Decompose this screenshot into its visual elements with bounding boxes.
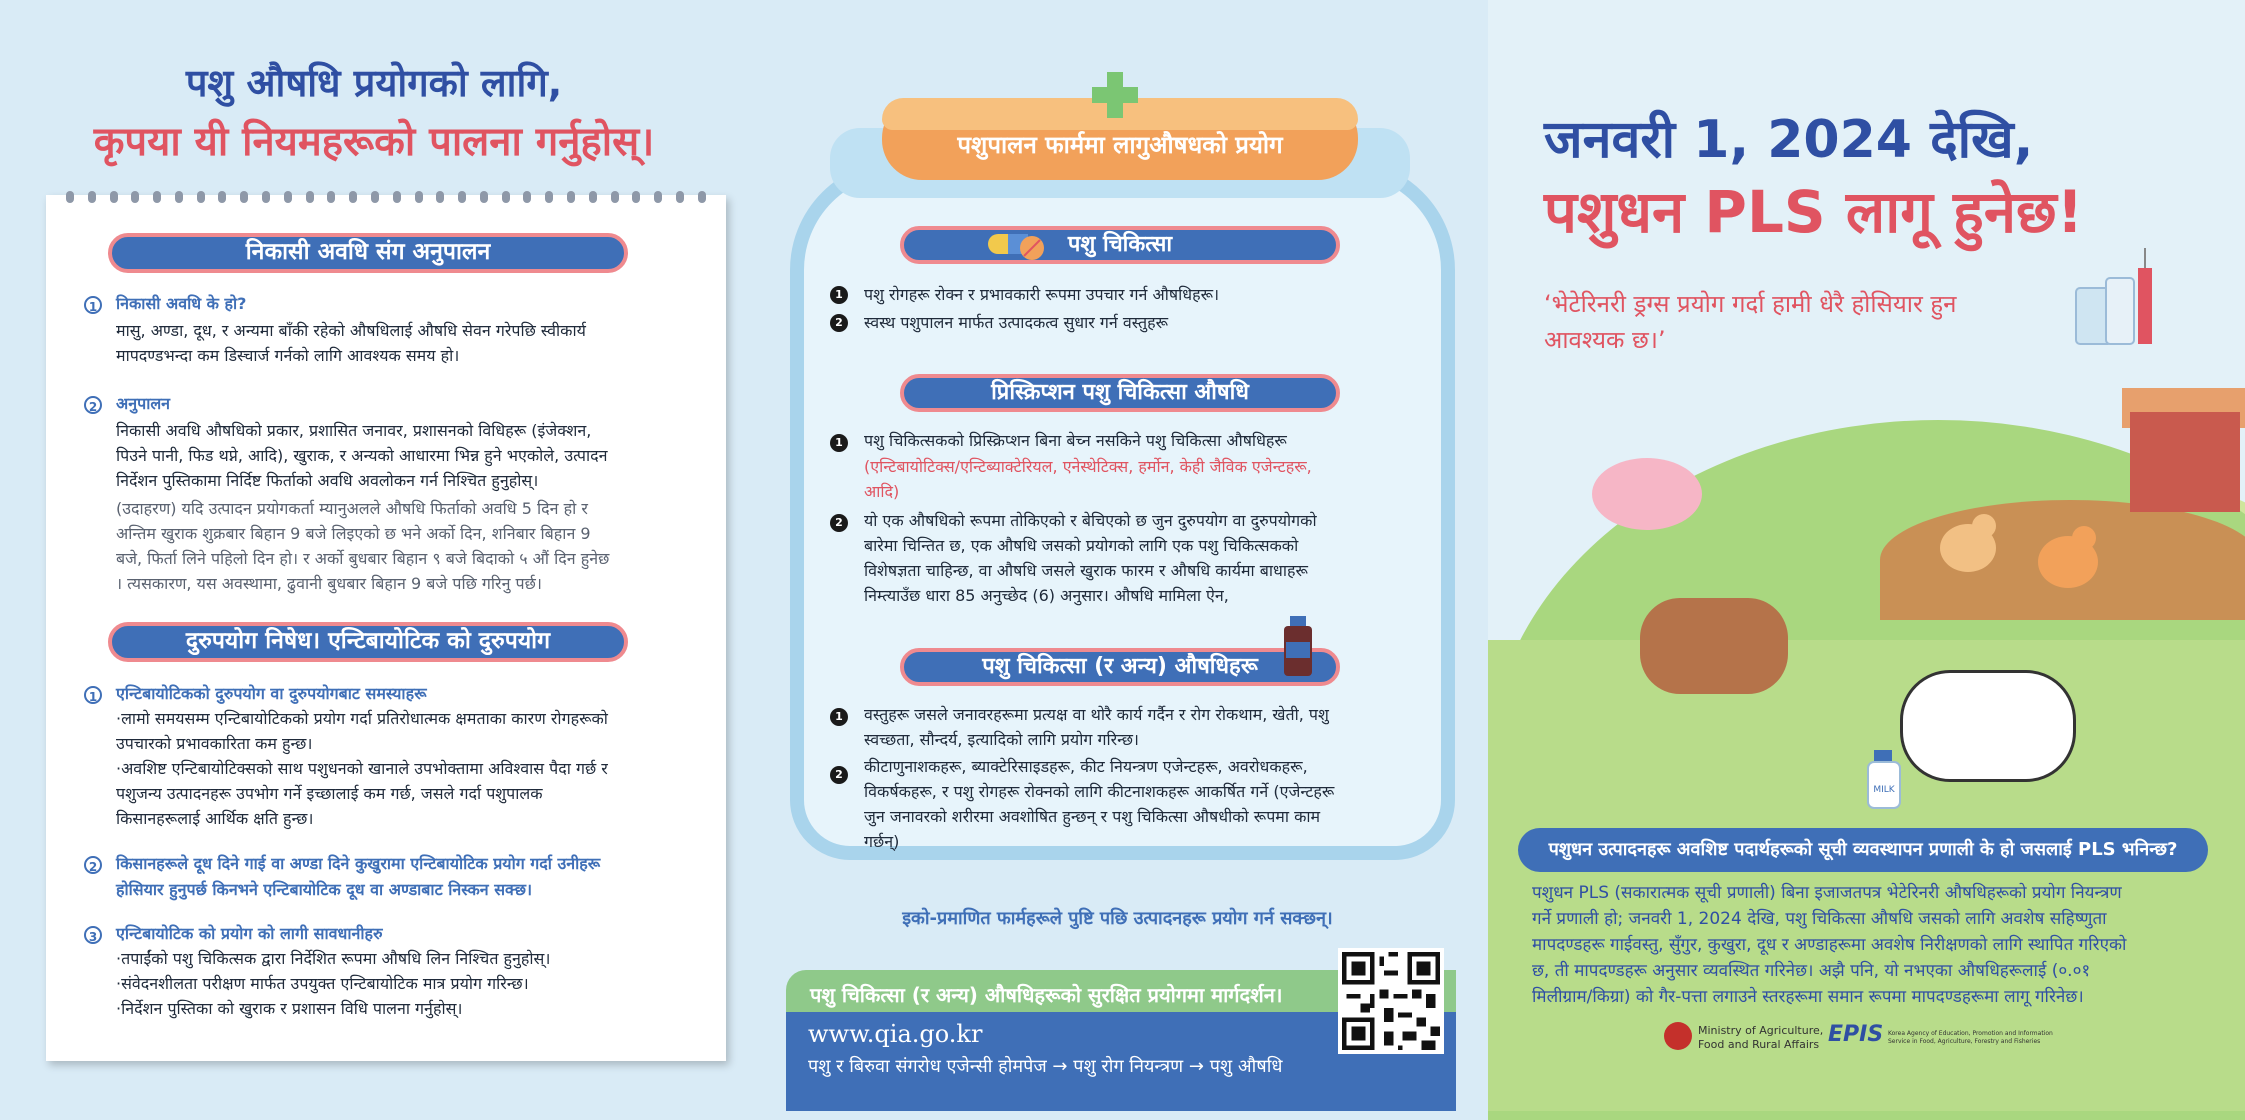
- brown-cow-illustration: [1640, 598, 1788, 694]
- bullet-number: 1: [830, 434, 848, 452]
- pls-main-heading: पशुधन PLS लागू हुनेछ!: [1544, 178, 2084, 246]
- subheading-antibiotic-problems: एन्टिबायोटिकको दुरुपयोग वा दुरुपयोगबाट समस्याहरू: [116, 684, 427, 703]
- svg-text:MILK: MILK: [1873, 785, 1895, 795]
- section-title-withdrawal: निकासी अवधि संग अनुपालन: [108, 233, 628, 273]
- green-cross-icon: [1092, 87, 1138, 103]
- number-badge: 2: [84, 396, 102, 414]
- medicine-bottle-icon: [1280, 614, 1316, 678]
- prescription-item-1-examples: (एन्टिबायोटिक्स/एन्टिब्याक्टेरियल, एनेस्थेटिक्स, हर्मोन, केही जैविक एजेन्टहरू, आदि): [864, 457, 1312, 501]
- medicine-bottles-icon: [2070, 248, 2160, 348]
- notepad-holes: [66, 191, 706, 205]
- guide-title: पशु चिकित्सा (र अन्य) औषधिहरूको सुरक्षित प्रयोगमा मार्गदर्शन।: [786, 970, 1456, 1020]
- vet-item-1: पशु रोगहरू रोक्न र प्रभावकारी रूपमा उपचार गर्न औषधिहरू।: [864, 285, 1220, 304]
- caution-quote: ‘भेटेरिनरी ड्रग्स प्रयोग गर्दा हामी धेरै होसियार हुन आवश्यक छ।’: [1544, 290, 1957, 354]
- section-title-veterinary: पशु चिकित्सा: [900, 226, 1340, 264]
- pls-question-bar: पशुधन उत्पादनहरू अवशिष्ट पदार्थहरूको सूची व्यवस्थापन प्रणाली के हो जसलाई PLS भनिन्छ?: [1518, 828, 2208, 872]
- chicken-illustration: [1928, 478, 2108, 598]
- vet-item-2: स्वस्थ पशुपालन मार्फत उत्पादकत्व सुधार गर्न वस्तुहरू: [864, 313, 1169, 332]
- bullet-number: 2: [830, 514, 848, 532]
- barn: [2130, 412, 2240, 512]
- subheading-compliance: अनुपालन: [116, 394, 171, 413]
- other-drugs-item-2: कीटाणुनाशकहरू, ब्याक्टेरिसाइडहरू, कीट नियन्त्रण एजेन्टहरू, अवरोधकहरू, विकर्षकहरू, र पशु रोगहरू रोक्नको लागि कीटनाशकहरू आकर्षित गर्ने (एजेन्टहरू जुन जनावरको शरीरमा अवशोषित हुन्छन् र पशु चिकित्सा औषधीको रूपमा काम गर्छन्): [864, 757, 1335, 851]
- pill-icon: [986, 228, 1048, 262]
- pls-explanation: पशुधन PLS (सकारात्मक सूची प्रणाली) बिना इजाजतपत्र भेटेरिनरी औषधिहरूको प्रयोग नियन्त्रण गर्ने प्रणाली हो; जनवरी 1, 2024 देखि, पशु चिकित्सा औषधि जसको लागि अवशेष सहिष्णुता मापदण्डहरू गाईवस्तु, सुँगुर, कुखुरा, दूध र अण्डाहरूमा अवशेष निरीक्षणको लागि स्थापित गरिएको छ, ती मापदण्डहरू अनुसार व्यवस्थित गरिनेछ। अझै पनि, यो नभएका औषधिहरूलाई (०.०१ मिलीग्राम/किग्रा) को गैर-पत्ता लगाउने स्तरहरूमा समान रूपमा मापदण्डहरूमा लागू गरिनेछ।: [1532, 883, 2127, 1007]
- eco-certified-note: इको-प्रमाणित फार्महरूले पुष्टि पछि उत्पादनहरू प्रयोग गर्न सक्छन्।: [902, 908, 1333, 929]
- jar-lid-label: पशुपालन फार्ममा लागुऔषधको प्रयोग: [957, 131, 1283, 159]
- left-heading-2: कृपया यी नियमहरूको पालना गर्नुहोस्।: [93, 119, 655, 165]
- subheading-what-is-withdrawal: निकासी अवधि के हो?: [116, 294, 247, 313]
- qr-code-icon[interactable]: [1338, 948, 1444, 1054]
- number-badge: 1: [84, 686, 102, 704]
- dairy-cow-illustration: [1900, 670, 2076, 782]
- section-title-misuse: दुरुपयोग निषेध। एन्टिबायोटिक को दुरुपयोग: [108, 622, 628, 662]
- prescription-item-2: यो एक औषधिको रूपमा तोकिएको र बेचिएको छ जुन दुरुपयोग वा दुरुपयोगको बारेमा चिन्तित छ, एक औषधि जसको प्रयोगको लागि एक पशु चिकित्सकको विशेषज्ञता चाहिन्छ, वा औषधि जसले खुराक फारम र औषधि कार्यमा बाधाहरू निम्त्याउँछ धारा 85 अनुच्छेद (6) अनुसार। औषधि मामिला ऐन,: [864, 511, 1317, 605]
- milk-bottle-icon: [1864, 748, 1908, 812]
- subheading-farmer-caution: किसानहरूले दूध दिने गाई वा अण्डा दिने कुखुरामा एन्टिबायोटिक प्रयोग गर्दा उनीहरू होसियार हुनुपर्छ किनभने एन्टिबायोटिक दूध वा अण्डाबाट निस्कन सक्छ।: [116, 854, 601, 899]
- paragraph-withdrawal-def: मासु, अण्डा, दूध, र अन्यमा बाँकी रहेको औषधिलाई औषधि सेवन गरेपछि स्वीकार्य मापदण्डभन्दा कम डिस्चार्ज गर्नको लागि आवश्यक समय हो।: [116, 321, 586, 365]
- bullet-number: 1: [830, 286, 848, 304]
- section-title-prescription: प्रिस्क्रिप्शन पशु चिकित्सा औषधि: [900, 374, 1340, 412]
- subheading-precautions: एन्टिबायोटिक को प्रयोग को लागी सावधानीहरु: [116, 924, 383, 943]
- other-drugs-item-1: वस्तुहरू जसले जनावरहरूमा प्रत्यक्ष वा थोरै कार्य गर्दैन र रोग रोकथाम, खेती, पशु स्वच्छता, सौन्दर्य, इत्यादिको लागि प्रयोग गरिन्छ।: [864, 705, 1329, 749]
- pig-illustration: [1592, 458, 1702, 530]
- paragraph-compliance: निकासी अवधि औषधिको प्रकार, प्रशासित जनावर, प्रशासनको विधिहरू (इंजेक्शन, पिउने पानी, फिड थप्ने, आदि), खुराक, र अन्यको आधारमा भिन्न हुने भएकोले, उत्पादन निर्देशन पुस्तिकामा निर्दिष्ट फिर्ताको अवधि अवलोकन गर्न निश्चित हुनुहोस्।: [116, 421, 608, 490]
- prescription-item-1: पशु चिकित्सकको प्रिस्क्रिप्शन बिना बेच्न नसकिने पशु चिकित्सा औषधिहरू: [864, 431, 1287, 450]
- paragraph-precautions: ·तपाईंको पशु चिकित्सक द्वारा निर्देशित रूपमा औषधि लिन निश्चित हुनुहोस्। ·संवेदनशीलता परीक्षण मार्फत उपयुक्त एन्टिबायोटिक मात्र प्रयोग गरिन्छ। ·निर्देशन पुस्तिका को खुराक र प्रशासन विधि पालना गर्नुहोस्।: [116, 949, 551, 1018]
- left-panel: [0, 0, 748, 1111]
- number-badge: 3: [84, 926, 102, 944]
- website-link[interactable]: www.qia.go.kr: [808, 1020, 983, 1048]
- ministry-logo-icon: [1664, 1022, 1692, 1050]
- left-heading-1: पशु औषधि प्रयोगको लागि,: [185, 61, 563, 105]
- navigation-path: पशु र बिरुवा संगरोध एजेन्सी होमपेज → पशु रोग नियन्त्रण → पशु औषधि: [808, 1056, 1283, 1077]
- paragraph-example: (उदाहरण) यदि उत्पादन प्रयोगकर्ता म्यानुअलले औषधि फिर्ताको अवधि 5 दिन हो र अन्तिम खुराक शुक्रबार बिहान 9 बजे लिइएको छ भने अर्को दिन, शनिबार बिहान 9 बजे, फिर्ता लिने पहिलो दिन हो। र अर्को बुधबार बिहान ९ बजे बिदाको ५ औं दिन हुनेछ । त्यसकारण, यस अवस्थामा, ढुवानी बुधबार बिहान 9 बजे पछि गरिनु पर्छ।: [116, 499, 610, 593]
- section-title-other-drugs: पशु चिकित्सा (र अन्य) औषधिहरू: [900, 648, 1340, 686]
- paragraph-antibiotic-problems: ·लामो समयसम्म एन्टिबायोटिकको प्रयोग गर्दा प्रतिरोधात्मक क्षमताका कारण रोगहरूको उपचारको प्रभावकारिता कम हुन्छ। ·अवशिष्ट एन्टिबायोटिक्सको साथ पशुधनको खानाले उपभोक्तामा अविश्वास पैदा गर्छ र पशुजन्य उत्पादनहरू उपभोग गर्ने इच्छालाई कम गर्छ, जसले गर्दा पशुपालक किसानहरूलाई आर्थिक क्षति हुन्छ।: [116, 709, 608, 828]
- bullet-number: 1: [830, 708, 848, 726]
- ministry-logo-text: Ministry of Agriculture, Food and Rural Affairs: [1698, 1024, 1824, 1051]
- bullet-number: 2: [830, 314, 848, 332]
- number-badge: 2: [84, 856, 102, 874]
- number-badge: 1: [84, 296, 102, 314]
- effective-date-heading: जनवरी 1, 2024 देखि,: [1544, 110, 2034, 170]
- epis-logo: EPIS: [1828, 1022, 1884, 1047]
- epis-logo-text: Korea Agency of Education, Promotion and Information Service in Food, Agriculture, Forestry and Fisheries: [1888, 1030, 2053, 1045]
- bullet-number: 2: [830, 766, 848, 784]
